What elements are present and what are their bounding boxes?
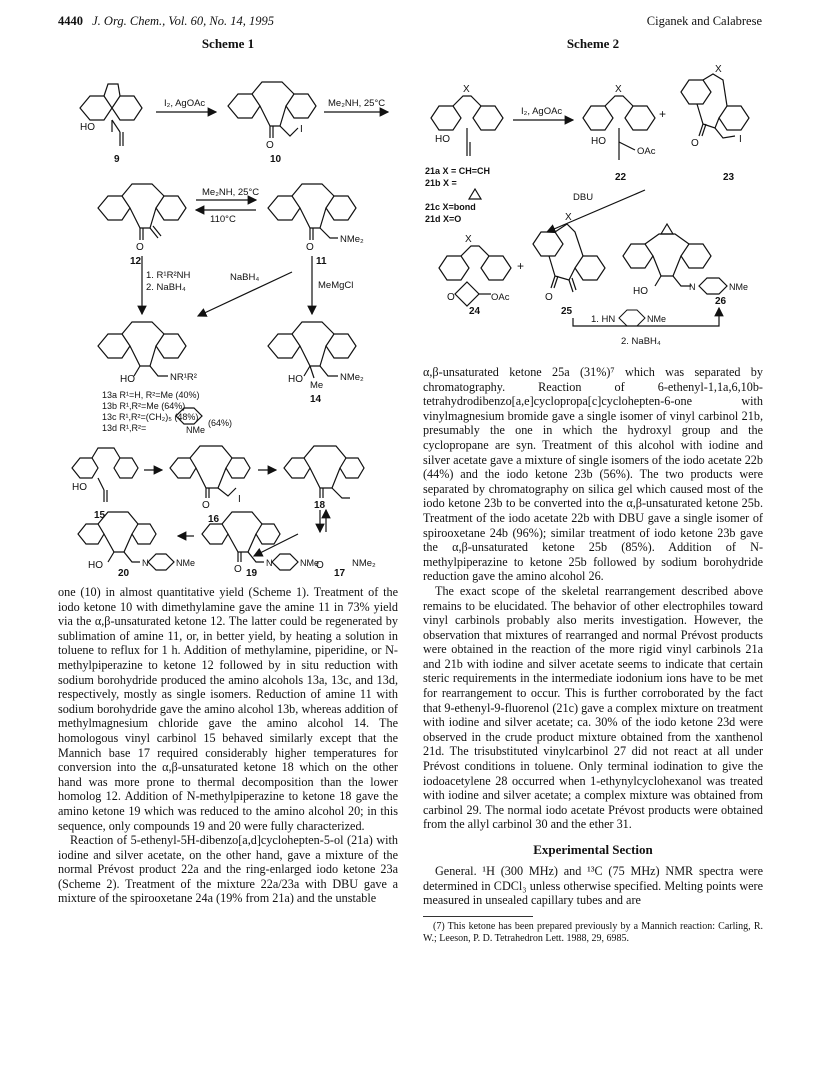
compound-26-structure xyxy=(623,224,727,294)
compound-21-structure xyxy=(431,96,503,156)
scheme2-label-23: 23 xyxy=(723,172,735,183)
legend-13d: 13d R¹,R²= xyxy=(102,423,147,433)
scheme2-o-25: O xyxy=(545,292,553,303)
scheme1-nme2-17: NMe₂ xyxy=(352,558,376,569)
scheme2-figure xyxy=(423,56,763,361)
left-column xyxy=(58,36,398,906)
scheme2-reagent-3a: 1. HN xyxy=(591,314,616,325)
scheme1-reagent-7: MeMgCl xyxy=(318,280,354,291)
scheme1-label-20: 20 xyxy=(118,568,130,578)
scheme1-reagent-4: 110°C xyxy=(210,214,236,225)
compound-16-structure xyxy=(170,446,250,498)
experimental-paragraph: General. ¹H (300 MHz) and ¹³C (75 MHz) NMR spectra were determined in CDCl₃ unless otherwise specified. Melting points were measured in unsealed capillary tubes and are xyxy=(423,864,763,908)
scheme2-plus-1: + xyxy=(659,107,667,121)
scheme1-n-19: N xyxy=(266,558,273,568)
scheme1-ho-20: HO xyxy=(88,560,103,571)
scheme2-title: Scheme 2 xyxy=(566,36,620,51)
scheme1-label-12: 12 xyxy=(130,256,142,267)
scheme1-ho-14: HO xyxy=(288,374,303,385)
scheme2-nme-26: NMe xyxy=(729,282,749,292)
scheme1-o-10: O xyxy=(266,140,274,151)
scheme1-label-17: 17 xyxy=(334,568,346,578)
compound-23-structure xyxy=(681,74,749,138)
scheme1-o-11: O xyxy=(306,242,314,253)
scheme1-ho-13: HO xyxy=(120,374,135,385)
scheme1-figure xyxy=(58,56,398,583)
left-paragraph-2: Reaction of 5-ethenyl-5H-dibenzo[a,d]cyclohepten-5-ol (21a) with iodine and silver acetate, on the other hand, gave a mixture of the normal Prévost product 22a and the ring-enlarged iodo ketone 23a (Scheme 2). Treatment of the mixture 22a/23a with DBU gave a mixture of the spirooxetane 24a (19% from 21a) and the unstable xyxy=(58,833,398,906)
scheme2-label-21d: 21d X=O xyxy=(425,214,462,224)
scheme1-nme-19: NMe xyxy=(300,558,320,568)
scheme2-o-24: O xyxy=(447,292,455,303)
right-paragraph-1: α,β-unsaturated ketone 25a (31%)⁷ which was separated by chromatography. Reaction of 6-ethenyl-1,1a,6,10b-tetrahydrodibenzo[a,e]cyclopropa[c]cyclohepten-6-one with vinylmagnesium bromide gave a single isomer of vinyl carbinol 21b, presumably the one in which the hydroxyl group and the cyclopropane are syn. Treatment of this alcohol with iodine and silver acetate gave a mixture of single isomers of the iodo acetate 22b (44%) and the iodo ketone 23b (56%). The two products were separated by chromatography on silica gel which caused most of the iodo ketone 23b to be converted into the α,β-unsaturated ketone 25b. Treatment of the iodo acetate 22b with DBU gave a single isomer of spirooxetane 24b (96%); similar treatment of iodo ketone 23b gave the α,β-unsaturated ketone 25b (85%). Addition of N-methylpiperazine to ketone 25b followed by sodium borohydride reduction gave the amino alcohol 26. xyxy=(423,365,763,584)
scheme2-label-22: 22 xyxy=(615,172,627,183)
scheme1-label-9: 9 xyxy=(114,154,120,165)
right-column xyxy=(423,36,763,945)
scheme2-x-22: X xyxy=(615,84,622,95)
legend-13a: 13a R¹=H, R²=Me (40%) xyxy=(102,390,200,400)
footnote-7: (7) This ketone has been prepared previously by a Mannich reaction: Carling, R. W.; Leeson, P. D. Tetrahedron Lett. 1988, 29, 6985. xyxy=(423,920,763,944)
compound-25-structure xyxy=(533,224,605,292)
compound-12-structure xyxy=(98,184,186,240)
scheme2-label-25: 25 xyxy=(561,306,573,317)
page-number: 4440 xyxy=(58,14,83,28)
scheme2-x-21: X xyxy=(463,84,470,95)
scheme1-label-19: 19 xyxy=(246,568,258,578)
scheme1-label-15: 15 xyxy=(94,510,106,521)
scheme1-n-20: N xyxy=(142,558,149,568)
scheme1-title: Scheme 1 xyxy=(201,36,255,51)
scheme2-label-26: 26 xyxy=(715,296,727,307)
scheme2-ho-21: HO xyxy=(435,134,450,145)
compound-11-structure xyxy=(268,184,356,240)
scheme1-i-16: I xyxy=(238,494,241,505)
running-authors: Ciganek and Calabrese xyxy=(646,14,762,28)
scheme1-me-14: Me xyxy=(310,380,324,391)
scheme1-nr1r2-13: NR¹R² xyxy=(170,372,197,383)
experimental-section-title: Experimental Section xyxy=(533,842,653,857)
scheme2-i-23: I xyxy=(739,134,742,145)
compound-17-structure xyxy=(284,446,364,498)
cyclopropane-icon xyxy=(469,189,481,199)
scheme2-x-23: X xyxy=(715,64,722,75)
legend-13d-nme: NMe xyxy=(186,425,206,435)
scheme2-o-23: O xyxy=(691,138,699,149)
scheme1-label-16: 16 xyxy=(208,514,220,525)
scheme1-reagent-2: Me₂NH, 25°C xyxy=(328,98,386,109)
scheme1-svg xyxy=(58,56,398,578)
scheme2-oac-24: OAc xyxy=(491,292,510,303)
scheme1-ho-9: HO xyxy=(80,122,95,133)
scheme1-ho-15: HO xyxy=(72,482,87,493)
scheme1-label-11: 11 xyxy=(316,256,327,267)
scheme1-reagent-5b: 2. NaBH₄ xyxy=(146,282,186,293)
left-paragraph-1: one (10) in almost quantitative yield (Scheme 1). Treatment of the iodo ketone 10 with dimethylamine gave the amine 11 in 73% yield via the α,β-unsaturated ketone 12. The latter could be regenerated by sublimation of amine 11, or, in better yield, by heating a solution in toluene to reflux for 1 h. Addition of methylamine, piperidine, or N-methylpiperazine to ketone 12 followed by in situ reduction with sodium borohydride produced the amino alcohols 13a, 13c, and 13d, respectively, mostly as single isomers. Reduction of amine 11 with sodium borohydride gave the amino alcohol 13b, whereas addition of methylmagnesium chloride gave the amino alcohol 14. The homologous vinyl carbinol 15 behaved similarly except that the Mannich base 17 required considerably higher temperatures for conversion into the α,β-unsaturated ketone 18 which on the other hand was more prone to thermal decomposition than the lower homolog 12. Addition of N-methylpiperazine to ketone 18 gave the amino ketone 19 which was reduced to the amino alcohol 20; in this sequence, only compounds 19 and 20 were fully characterized. xyxy=(58,585,398,833)
scheme2-label-21a: 21a X = CH=CH xyxy=(425,166,491,176)
scheme1-reagent-5a: 1. R¹R²NH xyxy=(146,270,191,281)
compound-10-structure xyxy=(228,82,316,138)
compound-9-structure xyxy=(80,84,142,146)
journal-citation: J. Org. Chem., Vol. 60, No. 14, 1995 xyxy=(92,14,274,28)
scheme2-x-25: X xyxy=(565,212,572,223)
scheme1-nme-20: NMe xyxy=(176,558,196,568)
scheme1-reagent-1: I₂, AgOAc xyxy=(164,98,206,109)
scheme2-label-21c: 21c X=bond xyxy=(425,202,476,212)
scheme2-nme-reagent: NMe xyxy=(647,314,667,324)
scheme2-reagent-1: I₂, AgOAc xyxy=(521,106,563,117)
scheme2-n-26: N xyxy=(689,282,696,292)
scheme2-label-21b: 21b X = xyxy=(425,178,457,188)
footnote-rule xyxy=(423,916,533,917)
scheme2-plus-2: + xyxy=(517,259,525,273)
scheme2-x-24: X xyxy=(465,234,472,245)
legend-13b: 13b R¹,R²=Me (64%) xyxy=(102,401,186,411)
compound-13-structure xyxy=(98,322,186,376)
right-paragraph-2: The exact scope of the skeletal rearrangement described above remains to be elucidated. The behavior of other electrophiles toward vinyl carbinols probably also merits investigation. However, the observation that mixtures of rearranged and normal Prévost products were obtained in the reaction of the more rigid vinyl carbinols 21a and 21b with iodine and silver acetate seems to indicate that certain steric requirements in the intermediate iodonium ions have to be met for rearrangement to occur. This is further corroborated by the fact that 9-ethenyl-9-fluorenol (21c) gave a complex mixture on treatment with iodine and silver acetate; ca. 30% of the iodo ketone 23d were observed in the crude product mixture obtained from the xanthenol 21d. The trisubstituted vinylcarbinol 27 did not react at all under Prévost conditions in toluene. Only terminal iodination to give the iodoacetylene 28 occurred when 1-ethynylcyclohexanol was treated with iodine and silver acetate; a complex mixture was obtained from carbinol 29. The normal iodo acetate Prévost products were obtained from the allyl carbinol 30 and the ether 31. xyxy=(423,583,763,832)
scheme1-label-10: 10 xyxy=(270,154,282,165)
scheme1-o-12: O xyxy=(136,242,144,253)
scheme1-nme2-14: NMe₂ xyxy=(340,372,364,383)
scheme2-oac-22: OAc xyxy=(637,146,656,157)
scheme1-label-14: 14 xyxy=(310,394,322,405)
compound-15-structure xyxy=(72,448,138,502)
scheme1-o-17: O xyxy=(316,560,324,571)
scheme1-o-19: O xyxy=(234,564,242,575)
header-left xyxy=(58,14,274,29)
scheme1-label-18: 18 xyxy=(314,500,326,511)
scheme1-reagent-3: Me₂NH, 25°C xyxy=(202,187,260,198)
scheme2-ho-26: HO xyxy=(633,286,648,297)
scheme1-o-16: O xyxy=(202,500,210,511)
page-header xyxy=(58,14,762,32)
scheme2-reagent-3b: 2. NaBH₄ xyxy=(621,336,661,347)
compound-14-structure xyxy=(268,322,356,378)
scheme2-label-24: 24 xyxy=(469,306,481,317)
scheme2-ho-22: HO xyxy=(591,136,606,147)
scheme1-i-10: I xyxy=(300,124,303,135)
scheme1-nme2-11: NMe₂ xyxy=(340,234,364,245)
legend-13c: 13c R¹,R²=(CH₂)₅ (48%) xyxy=(102,412,199,422)
scheme2-reagent-dbu: DBU xyxy=(573,192,594,203)
scheme1-reagent-6: NaBH₄ xyxy=(230,272,260,283)
scheme2-svg xyxy=(423,56,763,356)
legend-13d-yield: (64%) xyxy=(208,418,233,428)
